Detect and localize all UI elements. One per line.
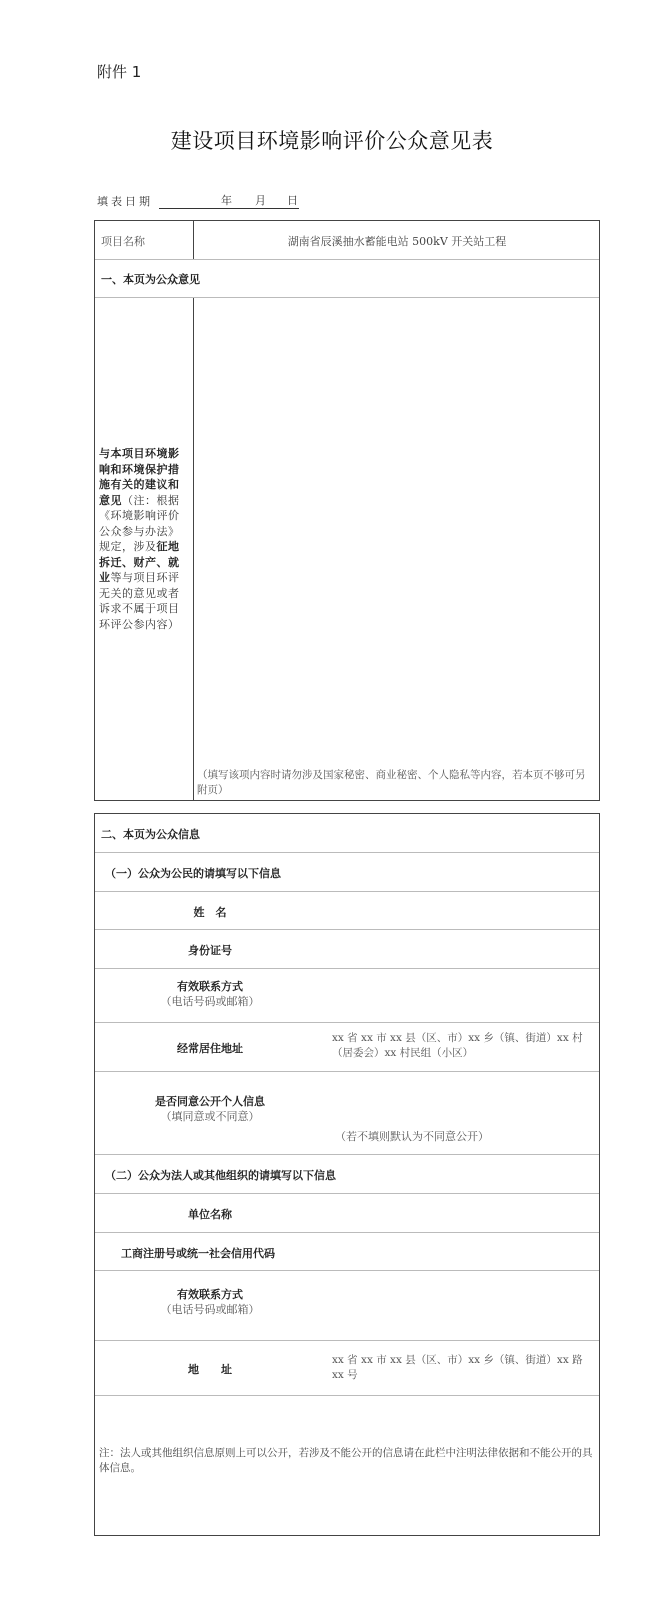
opinion-table (94, 220, 600, 801)
opinion-input-area[interactable] (195, 298, 599, 764)
fill-date-label: 填表日期 (97, 195, 153, 208)
fill-date-row (97, 193, 299, 209)
project-name-label: 项目名称 (101, 235, 145, 248)
org-address-row (95, 1341, 599, 1396)
column-divider (193, 298, 194, 800)
citizen-address-label: 经常居住地址 (177, 1042, 243, 1055)
org-contact-label: 有效联系方式 (177, 1288, 243, 1301)
citizen-address-row (95, 1023, 599, 1072)
section2-heading-row (95, 814, 599, 853)
org-address-label: 地 址 (188, 1363, 232, 1376)
citizen-contact-label-group (95, 979, 325, 1009)
org-note: 注：法人或其他组织信息原则上可以公开，若涉及不能公开的信息请在此栏中注明法律依据和不能公开的具体信息。 (99, 1447, 593, 1474)
citizen-id-label: 身份证号 (188, 944, 232, 957)
opinion-label-note2: 等与项目环评无关的意见或者诉求不属于项目环评公参内容） (99, 571, 180, 631)
opinion-label-bold2: 征地拆迁、财产、就业 (99, 540, 180, 584)
org-reg-input[interactable] (325, 1233, 599, 1270)
citizen-id-row (95, 930, 599, 969)
project-name-value: 湖南省辰溪抽水蓄能电站 500kV 开关站工程 (287, 235, 507, 248)
org-unit-row (95, 1194, 599, 1233)
org-contact-input[interactable] (325, 1271, 599, 1340)
citizen-address-hint[interactable]: xx 省 xx 市 xx 县（区、市）xx 乡（镇、街道）xx 村（居委会）xx 村民组（小区） (332, 1032, 583, 1059)
citizen-contact-input[interactable] (325, 969, 599, 1022)
section1-heading-row (95, 260, 599, 298)
opinion-label-bold1: 与本项目环境影响和环境保护措施有关的建议和意见 (99, 447, 180, 507)
org-note-row (95, 1396, 599, 1535)
public-info-table (94, 813, 600, 1536)
opinion-hint: （填写该项内容时请勿涉及国家秘密、商业秘密、个人隐私等内容，若本页不够可另附页） (197, 769, 586, 796)
citizen-name-label: 姓 名 (193, 906, 227, 919)
citizen-heading: （一）公众为公民的请填写以下信息 (105, 867, 281, 880)
org-contact-label-group (95, 1287, 325, 1317)
opinion-label (99, 446, 189, 632)
date-year-label: 年 (221, 194, 232, 207)
opinion-label-note1: （注：根据《环境影响评价公众参与办法》规定，涉及 (99, 493, 180, 553)
org-unit-input[interactable] (325, 1194, 599, 1232)
attachment-label: 附件 1 (97, 63, 142, 81)
section2-heading: 二、本页为公众信息 (101, 828, 200, 841)
citizen-id-input[interactable] (325, 930, 599, 968)
org-contact-sub: （电话号码或邮箱） (160, 1303, 260, 1316)
form-title: 建设项目环境影响评价公众意见表 (170, 129, 494, 153)
citizen-consent-hint: （若不填则默认为不同意公开） (335, 1130, 489, 1143)
date-day-label: 日 (287, 194, 298, 207)
org-heading-row (95, 1155, 599, 1194)
org-reg-label: 工商注册号或统一社会信用代码 (121, 1247, 275, 1260)
citizen-contact-row (95, 969, 599, 1023)
citizen-consent-label-group (95, 1094, 325, 1124)
citizen-name-row (95, 892, 599, 930)
citizen-name-input[interactable] (325, 892, 599, 929)
fill-date-input[interactable] (159, 196, 299, 209)
date-month-label: 月 (255, 194, 266, 207)
column-divider (193, 221, 194, 259)
org-address-hint[interactable]: xx 省 xx 市 xx 县（区、市）xx 乡（镇、街道）xx 路 xx 号 (332, 1354, 583, 1381)
citizen-contact-label: 有效联系方式 (177, 980, 243, 993)
org-reg-row (95, 1233, 599, 1271)
citizen-consent-row (95, 1072, 599, 1155)
citizen-heading-row (95, 853, 599, 892)
org-contact-row (95, 1271, 599, 1341)
section1-heading: 一、本页为公众意见 (101, 273, 200, 286)
project-name-row (95, 221, 599, 260)
opinion-row (95, 298, 599, 800)
citizen-consent-sub: （填同意或不同意） (160, 1110, 260, 1123)
citizen-consent-label: 是否同意公开个人信息 (155, 1095, 265, 1108)
org-heading: （二）公众为法人或其他组织的请填写以下信息 (105, 1169, 336, 1182)
org-unit-label: 单位名称 (188, 1208, 232, 1221)
citizen-contact-sub: （电话号码或邮箱） (160, 995, 260, 1008)
